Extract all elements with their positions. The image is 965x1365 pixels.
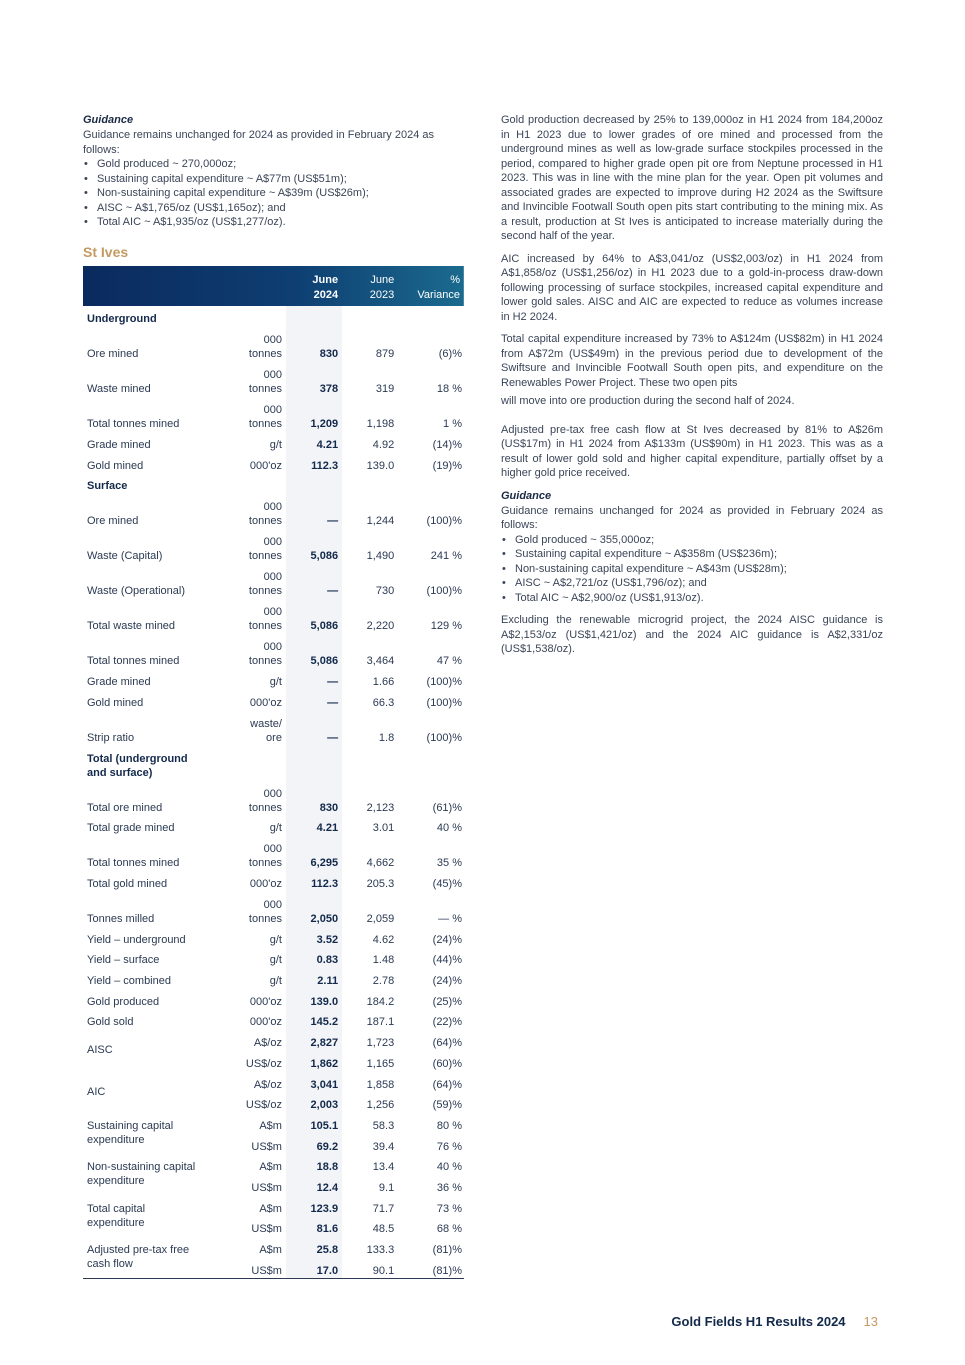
table-row	[83, 396, 464, 431]
cell-variance: 40 %	[436, 822, 462, 835]
table-row	[83, 361, 464, 396]
row-label: AIC	[87, 1085, 106, 1098]
cell-prior: 13.4	[372, 1161, 395, 1174]
list-item: • Sustaining capital expenditure ~ A$77m (US$51m);	[83, 172, 464, 187]
cell-current: 3.52	[286, 926, 342, 947]
cell-current: 112.3	[286, 870, 342, 891]
cell-prior: 1,165	[366, 1057, 395, 1070]
cell-prior	[342, 306, 398, 327]
row-label: Non-sustaining capital expenditure	[87, 1161, 196, 1188]
cell-current	[286, 745, 342, 780]
row-label: Waste (Capital)	[87, 550, 163, 563]
paragraph: Gold production decreased by 25% to 139,000oz in H1 2024 from 184,200oz in H1 2023 due to lower grades of ore mined and processed from the underground mines as well as low-grade surface stockpiles processed in the period, compared to higher grade open pit ore from Neptune processed in H1 2023. This was in line with the mine plan for the year. Open pit volumes and associated grades are expected to improve during H2 2024 as the Swiftsure and Invincible Footwall South open pits start contributing to the mining mix. As a result, production at St Ives is anticipated to increase materially during the second half of the year.	[501, 114, 883, 242]
guidance-list	[83, 157, 464, 230]
list-item: • AISC ~ A$1,765/oz (US$1,165oz); and	[83, 201, 464, 216]
cell-variance	[398, 745, 464, 780]
cell-variance: (24)%	[432, 975, 462, 988]
table-row	[83, 633, 464, 668]
cell-prior: 879	[375, 348, 395, 361]
cell-prior: 2,059	[366, 913, 395, 925]
cell-current: 69.2	[286, 1133, 342, 1154]
cell-variance: 241 %	[430, 550, 462, 563]
row-unit: 000 tonnes	[248, 899, 282, 925]
table-row	[83, 493, 464, 528]
cell-current: 378	[286, 361, 342, 396]
table-row	[83, 668, 464, 689]
section-label: Underground	[87, 313, 157, 326]
guidance-title: Guidance	[501, 489, 552, 502]
row-label: Total tonnes mined	[87, 857, 180, 870]
cell-prior: 2,220	[366, 620, 395, 633]
row-label: Yield – combined	[87, 975, 171, 988]
cell-prior: 58.3	[372, 1119, 395, 1132]
cell-variance: (24)%	[432, 933, 462, 946]
table-row	[83, 870, 464, 891]
row-unit: US$m	[251, 1181, 282, 1194]
cell-prior: 139.0	[366, 459, 395, 472]
cell-variance: (100)%	[426, 696, 462, 709]
row-unit: 000'oz	[249, 995, 282, 1008]
cell-variance: (19)%	[432, 459, 462, 472]
cell-variance: (100)%	[426, 731, 462, 744]
header-current: June 2024	[312, 273, 339, 301]
cell-prior: 1,256	[366, 1099, 395, 1112]
table-row	[83, 452, 464, 473]
cell-prior: 2.78	[372, 975, 395, 988]
row-label: Tonnes milled	[87, 913, 155, 925]
row-label: Adjusted pre-tax free cash flow	[83, 1236, 224, 1278]
cell-prior: 66.3	[372, 696, 395, 709]
page-number: 13	[863, 1314, 878, 1329]
row-unit: 000 tonnes	[248, 369, 282, 396]
cell-prior: 1,490	[366, 550, 395, 563]
table-section-row	[83, 745, 464, 780]
cell-prior: 1,244	[366, 515, 395, 528]
row-unit: g/t	[269, 438, 282, 451]
cell-variance: 129 %	[430, 620, 462, 633]
table-row	[83, 710, 464, 745]
row-unit: 000'oz	[249, 1016, 282, 1029]
cell-variance: 80 %	[436, 1119, 462, 1132]
row-label: Gold sold	[87, 1016, 134, 1029]
row-label: Strip ratio	[87, 731, 135, 744]
cell-variance: (59)%	[432, 1099, 462, 1112]
row-unit: 000 tonnes	[248, 536, 282, 563]
list-item: • Sustaining capital expenditure ~ A$358m (US$236m);	[501, 547, 883, 562]
list-item: • Total AIC ~ A$2,900/oz (US$1,913/oz).	[501, 591, 883, 606]
row-label: Yield – underground	[87, 933, 186, 946]
cell-prior: 1,198	[366, 418, 395, 431]
row-unit: g/t	[269, 933, 282, 946]
cell-current: 2,827	[286, 1029, 342, 1050]
row-unit: 000'oz	[249, 459, 282, 472]
list-item: • Non-sustaining capital expenditure ~ A$43m (US$28m);	[501, 562, 883, 577]
cell-variance: (81)%	[398, 1257, 464, 1278]
list-item: • Non-sustaining capital expenditure ~ A$39m (US$26m);	[83, 186, 464, 201]
cell-variance: 18 %	[436, 383, 462, 396]
table-row	[83, 598, 464, 633]
cell-variance: — %	[438, 913, 462, 925]
cell-prior: 2,123	[366, 801, 395, 814]
cell-variance: (81)%	[432, 1244, 462, 1256]
cell-prior: 1,858	[366, 1078, 395, 1091]
cell-prior: 187.1	[366, 1016, 395, 1029]
cell-prior: 4.92	[372, 438, 395, 451]
row-unit: A$m	[259, 1119, 282, 1132]
right-column	[501, 113, 883, 665]
cell-prior: 39.4	[372, 1140, 395, 1153]
operating-table	[83, 266, 464, 1279]
guidance-list	[501, 533, 883, 606]
cell-prior: 1.66	[372, 675, 395, 688]
cell-prior: 184.2	[366, 995, 395, 1008]
cell-variance: 47 %	[436, 655, 462, 668]
row-label: Ore mined	[87, 515, 139, 528]
cell-current: 4.21	[286, 431, 342, 452]
table-row	[83, 1195, 464, 1216]
row-unit: g/t	[269, 975, 282, 988]
row-label: Total ore mined	[87, 801, 163, 814]
row-label: Total capital expenditure	[87, 1202, 146, 1229]
row-label: Sustaining capital expenditure	[87, 1119, 174, 1146]
table-row	[83, 689, 464, 710]
row-unit: 000'oz	[249, 878, 282, 890]
cell-variance: (25)%	[432, 995, 462, 1008]
cell-prior: 1.8	[378, 731, 395, 744]
cell-prior: 205.3	[366, 878, 395, 890]
table-row	[83, 1071, 464, 1092]
cell-variance: 68 %	[436, 1223, 462, 1236]
cell-current: 5,086	[286, 528, 342, 563]
cell-prior: 1,723	[366, 1037, 395, 1050]
cell-prior	[342, 745, 398, 780]
cell-current: 0.83	[286, 947, 342, 968]
row-unit: A$/oz	[253, 1037, 282, 1050]
left-column	[83, 113, 464, 1279]
row-unit: 000 tonnes	[248, 571, 282, 598]
cell-prior: 1.48	[372, 954, 395, 967]
row-unit: US$m	[251, 1223, 282, 1236]
footer-title: Gold Fields H1 Results 2024	[671, 1314, 846, 1329]
cell-current	[286, 306, 342, 327]
cell-current: 830	[286, 780, 342, 815]
cell-current: 2,050	[286, 891, 342, 926]
cell-prior: 71.7	[372, 1202, 395, 1215]
cell-prior: 3.01	[372, 822, 395, 835]
header-variance: % Variance	[417, 273, 460, 301]
row-unit: US$/oz	[245, 1099, 282, 1112]
cell-prior: 90.1	[342, 1257, 398, 1278]
list-item: • AISC ~ A$2,721/oz (US$1,796/oz); and	[501, 576, 883, 591]
row-label: Grade mined	[87, 675, 151, 688]
table-body	[83, 306, 464, 1279]
cell-variance: (64)%	[432, 1078, 462, 1091]
row-unit: A$m	[259, 1202, 282, 1215]
cell-variance: 35 %	[436, 857, 462, 870]
row-unit: g/t	[269, 954, 282, 967]
row-label: Waste (Operational)	[87, 585, 186, 598]
table-row	[83, 891, 464, 926]
table-row	[83, 326, 464, 361]
cell-current: 1,209	[286, 396, 342, 431]
cell-current: 5,086	[286, 598, 342, 633]
footer	[671, 1314, 878, 1329]
row-label: Total grade mined	[87, 822, 175, 835]
table-header-row	[83, 266, 464, 306]
cell-prior: 319	[375, 383, 395, 396]
row-label: Gold mined	[87, 696, 144, 709]
header-prior: June 2023	[369, 273, 395, 301]
cell-variance: 40 %	[436, 1161, 462, 1174]
table-row	[83, 926, 464, 947]
row-unit: US$m	[224, 1257, 286, 1278]
cell-prior: 3,464	[366, 655, 395, 668]
cell-current: 830	[286, 326, 342, 361]
table-row	[83, 947, 464, 968]
cell-current: 12.4	[286, 1174, 342, 1195]
cell-current: —	[286, 493, 342, 528]
row-unit: US$m	[251, 1140, 282, 1153]
cell-prior	[342, 473, 398, 494]
cell-current: 145.2	[286, 1009, 342, 1030]
cell-current: 3,041	[286, 1071, 342, 1092]
cell-prior: 133.3	[366, 1244, 395, 1256]
cell-current: 5,086	[286, 633, 342, 668]
section-label: Surface	[87, 480, 128, 493]
cell-current: 6,295	[286, 835, 342, 870]
table-row	[83, 967, 464, 988]
table-row	[83, 1112, 464, 1133]
row-unit: US$/oz	[245, 1057, 282, 1070]
cell-variance: (14)%	[432, 438, 462, 451]
cell-prior: 730	[375, 585, 395, 598]
table-row	[83, 1154, 464, 1175]
row-unit: A$/oz	[253, 1078, 282, 1091]
closing-paragraph: Excluding the renewable microgrid project, the 2024 AISC guidance is A$2,153/oz (US$1,421/oz) and the 2024 AIC guidance is A$2,331/oz (US$1,538/oz).	[501, 614, 883, 655]
cell-variance	[398, 306, 464, 327]
row-unit: 000 tonnes	[248, 334, 282, 361]
section-label: Total (underground and surface)	[87, 752, 188, 779]
section-title: St Ives	[83, 243, 129, 260]
cell-variance: 76 %	[436, 1140, 462, 1153]
cell-current	[286, 473, 342, 494]
table-row	[83, 1009, 464, 1030]
list-item: • Gold produced ~ 270,000oz;	[83, 157, 464, 172]
cell-current: 4.21	[286, 815, 342, 836]
row-unit: waste/ ore	[250, 717, 282, 744]
row-label: Ore mined	[87, 348, 139, 361]
table-row	[83, 528, 464, 563]
guidance-intro: Guidance remains unchanged for 2024 as provided in February 2024 as follows:	[83, 129, 435, 156]
row-label: Gold mined	[87, 459, 144, 472]
table-row	[83, 431, 464, 452]
cell-current: 2.11	[286, 967, 342, 988]
paragraph: Adjusted pre-tax free cash flow at St Ives decreased by 81% to A$26m (US$17m) in H1 2024 from A$133m (US$90m) in H1 2023. This was as a result of lower gold sold and higher capital expenditure, partially offset by a higher gold price received.	[501, 423, 883, 479]
table-section-row	[83, 306, 464, 327]
cell-variance: (45)%	[432, 878, 462, 890]
paragraph: AIC increased by 64% to A$3,041/oz (US$2,003/oz) in H1 2024 from A$1,858/oz (US$1,256/oz) in H1 2023 due to a gold-in-process draw-down following processing of surface stockpiles, increased capital expenditure and lower gold sales. AISC and AIC are expected to reduce as volumes increase in H2 2024.	[501, 252, 883, 323]
cell-current: 139.0	[286, 988, 342, 1009]
cell-variance: 1 %	[443, 418, 462, 431]
cell-current: 25.8	[286, 1236, 342, 1257]
cell-current: 2,003	[286, 1092, 342, 1113]
cell-variance	[398, 473, 464, 494]
cell-prior: 48.5	[372, 1223, 395, 1236]
row-unit: A$m	[259, 1161, 282, 1174]
table-row	[83, 815, 464, 836]
row-unit: 000 tonnes	[248, 843, 282, 870]
row-label: Total gold mined	[87, 878, 168, 890]
cell-variance: (6)%	[438, 348, 462, 361]
row-label: Total waste mined	[87, 620, 176, 633]
row-unit: 000 tonnes	[248, 404, 282, 431]
cell-variance: (100)%	[426, 675, 462, 688]
cell-current: —	[286, 689, 342, 710]
table-row	[83, 780, 464, 815]
cell-current: 105.1	[286, 1112, 342, 1133]
row-unit: 000 tonnes	[248, 606, 282, 633]
cell-variance: (22)%	[432, 1016, 462, 1029]
row-label: Grade mined	[87, 438, 151, 451]
cell-current: 123.9	[286, 1195, 342, 1216]
cell-variance: (44)%	[432, 954, 462, 967]
cell-current: 18.8	[286, 1154, 342, 1175]
row-label: Total tonnes mined	[87, 418, 180, 431]
table-row	[83, 835, 464, 870]
cell-current: 17.0	[286, 1257, 342, 1278]
row-unit: 000'oz	[249, 696, 282, 709]
row-label: Yield – surface	[87, 954, 160, 967]
table-section-row	[83, 473, 464, 494]
cell-current: 112.3	[286, 452, 342, 473]
row-unit: g/t	[269, 822, 282, 835]
cell-current: 1,862	[286, 1050, 342, 1071]
list-item: • Gold produced ~ 355,000oz;	[501, 533, 883, 548]
table-row	[83, 988, 464, 1009]
row-unit: 000 tonnes	[248, 501, 282, 528]
paragraph: Total capital expenditure increased by 73% to A$124m (US$82m) in H1 2024 from A$72m (US$49m) in the previous period due to development of the Swiftsure and Invincible Footwall South open pits, and expenditure on the Renewables Power Project. These two open pits	[501, 333, 883, 389]
row-unit: g/t	[269, 675, 282, 688]
table-row	[83, 563, 464, 598]
row-unit: A$m	[259, 1244, 282, 1256]
table-row	[83, 1236, 464, 1257]
cell-variance: 73 %	[436, 1202, 462, 1215]
cell-prior: 4.62	[372, 933, 395, 946]
cell-current: —	[286, 668, 342, 689]
cell-prior: 4,662	[366, 857, 395, 870]
cell-prior: 9.1	[378, 1181, 395, 1194]
table-row	[83, 1029, 464, 1050]
row-label: AISC	[87, 1044, 113, 1057]
guidance-intro: Guidance remains unchanged for 2024 as provided in February 2024 as follows:	[501, 504, 883, 531]
row-label: Waste mined	[87, 383, 151, 396]
list-item: • Total AIC ~ A$1,935/oz (US$1,277/oz).	[83, 215, 464, 230]
cell-variance: (100)%	[426, 585, 462, 598]
cell-variance: (100)%	[426, 515, 462, 528]
row-unit: 000 tonnes	[248, 787, 282, 814]
guidance-title: Guidance	[83, 114, 134, 126]
cell-current: 81.6	[286, 1216, 342, 1237]
cell-variance: (64)%	[432, 1037, 462, 1050]
row-label: Total tonnes mined	[87, 655, 180, 668]
paragraph: will move into ore production during the second half of 2024.	[501, 395, 795, 407]
cell-variance: (60)%	[432, 1057, 462, 1070]
row-unit: 000 tonnes	[248, 641, 282, 668]
cell-variance: (61)%	[432, 801, 462, 814]
cell-variance: 36 %	[436, 1181, 462, 1194]
cell-current: —	[286, 710, 342, 745]
cell-current: —	[286, 563, 342, 598]
row-label: Gold produced	[87, 995, 160, 1008]
